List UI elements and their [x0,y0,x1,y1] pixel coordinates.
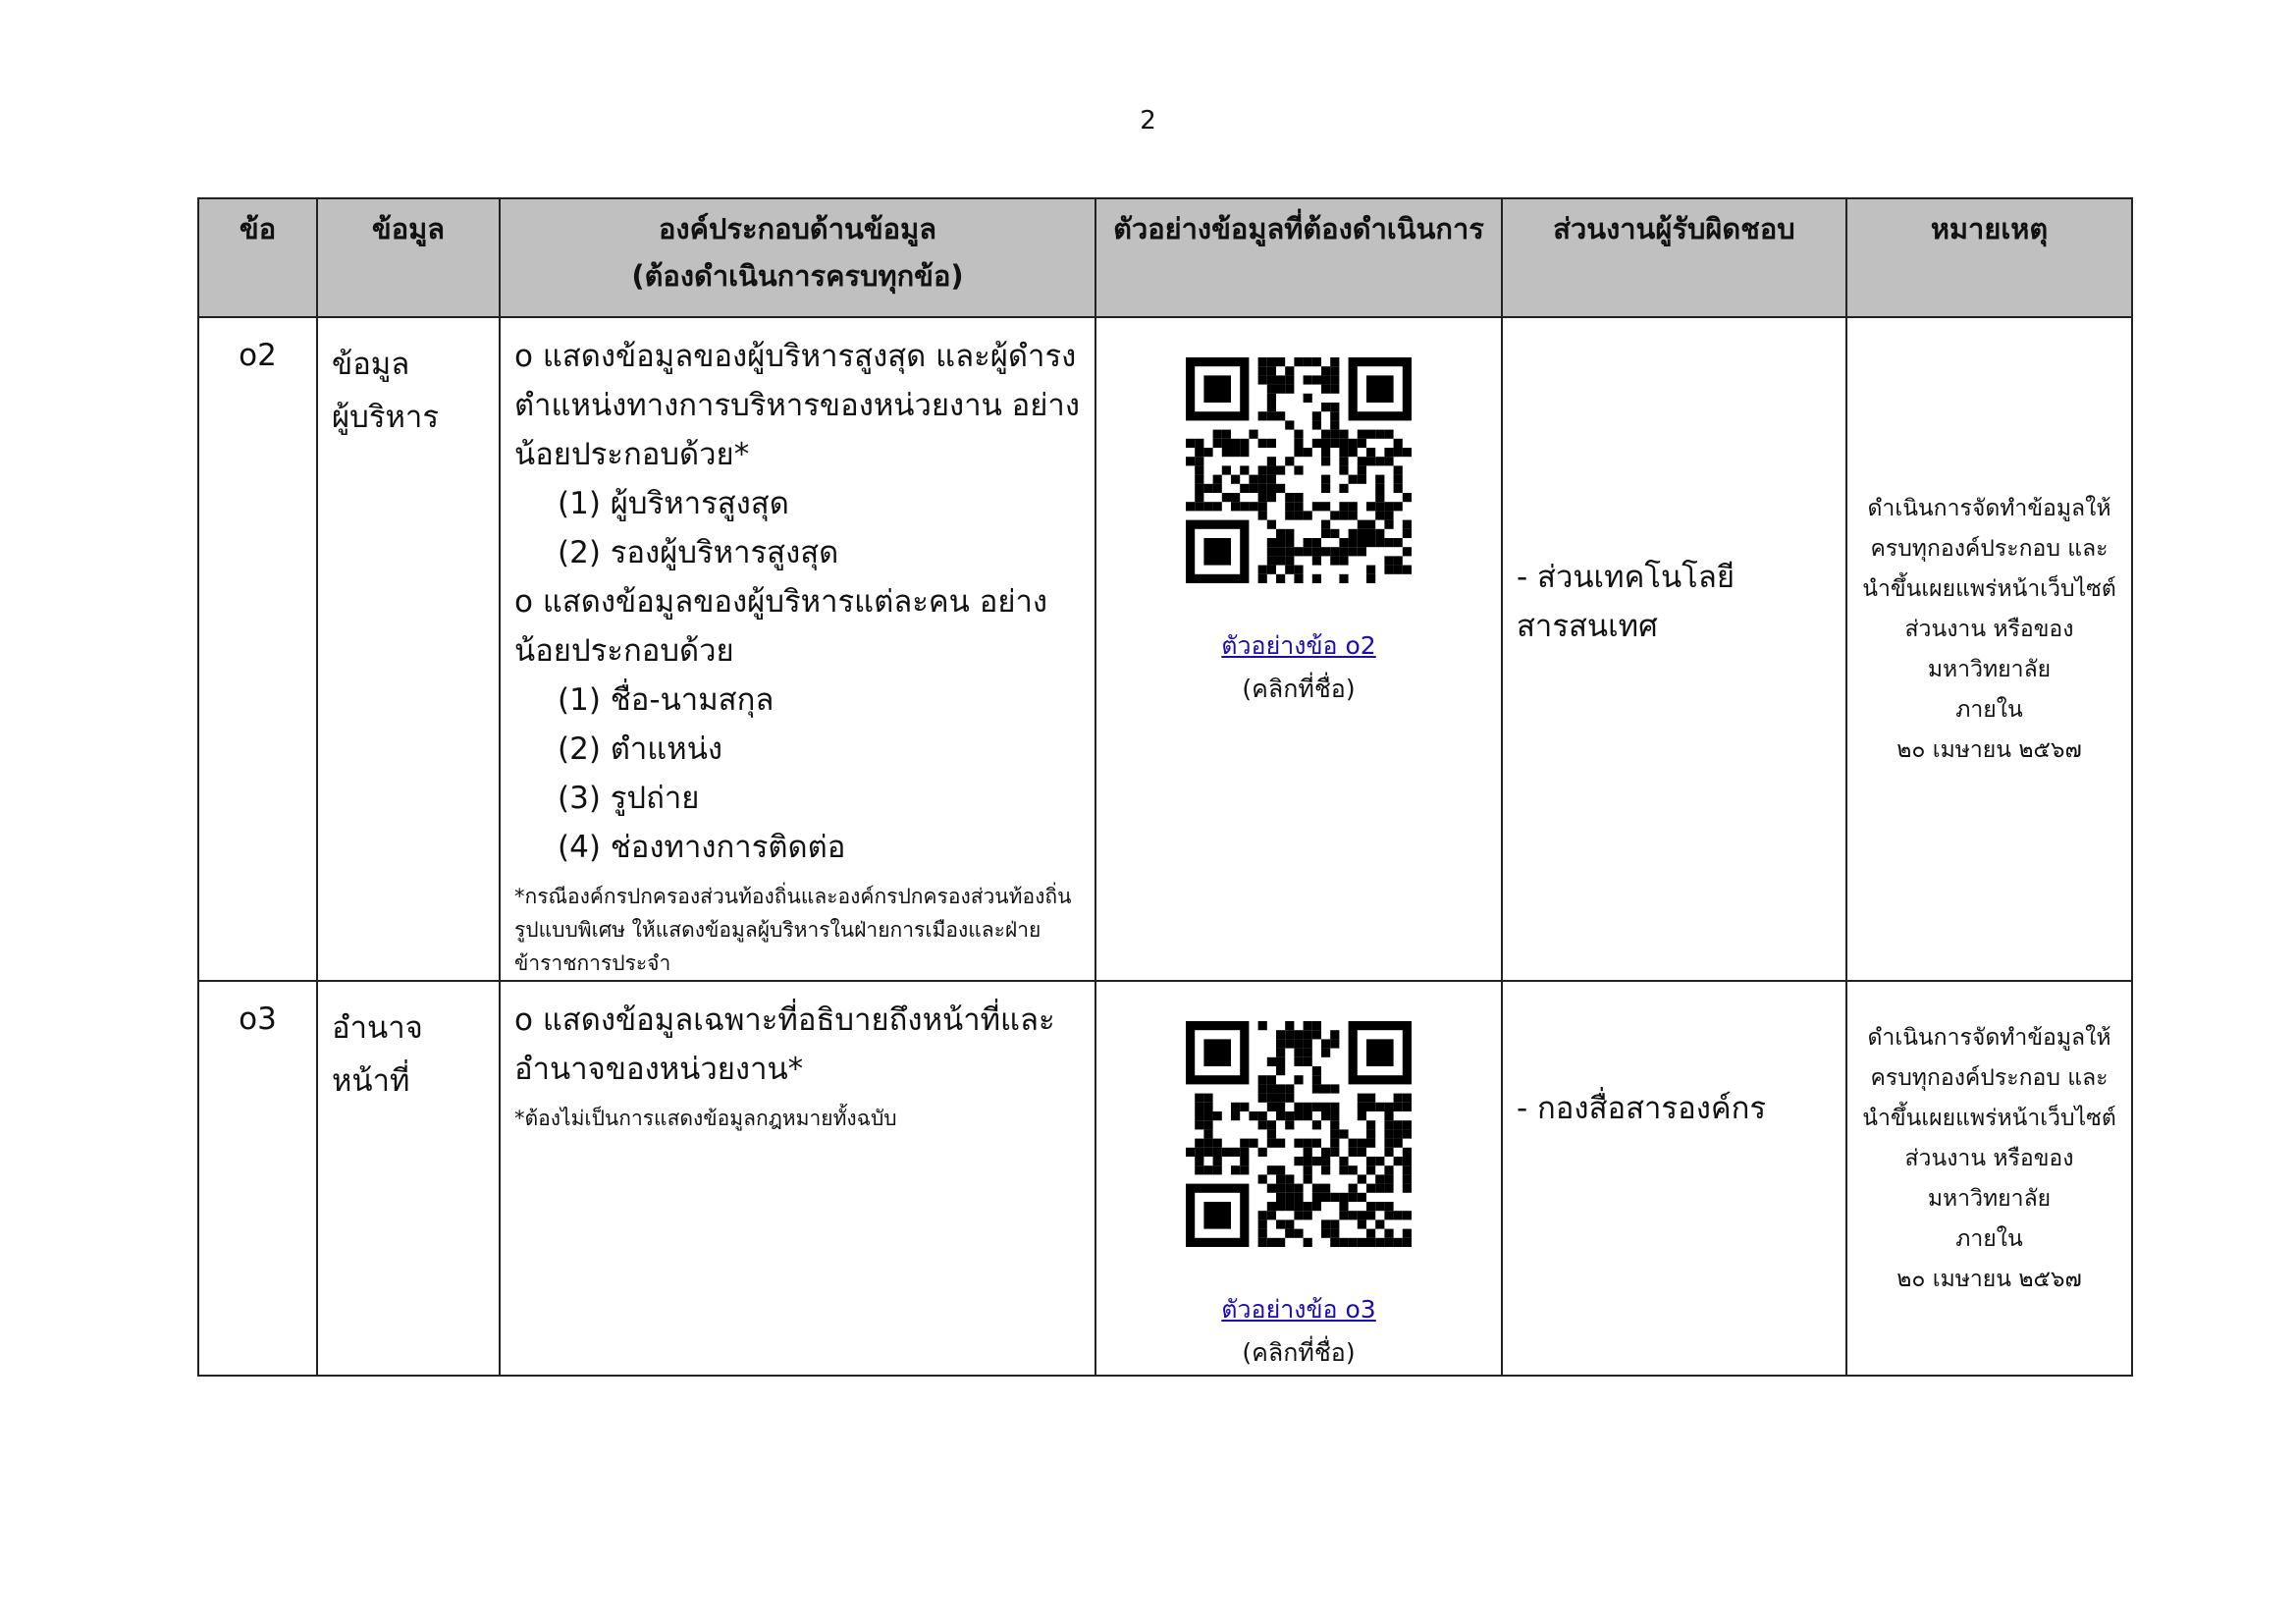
header-components [500,198,1095,317]
component-paragraph: o แสดงข้อมูลเฉพาะที่อธิบายถึงหน้าที่และอำนาจของหน่วยงาน* [514,1002,1055,1087]
note-line: ๒๐ เมษายน ๒๕๖๗ [1896,736,2082,763]
qr-code-icon[interactable] [1186,357,1412,583]
header-components-line1: องค์ประกอบด้านข้อมูล [659,212,936,245]
info-line: ผู้บริหาร [332,400,439,435]
note-line: ครบทุกองค์ประกอบ และ [1870,1064,2109,1091]
row-no: o2 [198,317,317,981]
info-line: ข้อมูล [332,347,410,382]
sample-hint: (คลิกที่ชื่อ) [1242,1338,1356,1367]
row-components [500,981,1095,1376]
table-row [198,317,2132,981]
header-info: ข้อมูล [317,198,500,317]
component-paragraph: o แสดงข้อมูลของผู้บริหารแต่ละคน อย่างน้อยประกอบด้วย [514,584,1048,669]
table-header-row [198,198,2132,317]
note-line: มหาวิทยาลัย [1927,656,2052,682]
note-line: ส่วนงาน หรือของ [1904,1145,2074,1171]
info-line: อำนาจหน้าที่ [332,1010,423,1099]
note-line: ส่วนงาน หรือของ [1904,616,2074,642]
unit-label: - กองสื่อสารองค์กร [1517,1091,1766,1126]
note-line: นำขึ้นเผยแพร่หน้าเว็บไซต์ [1862,1105,2116,1131]
row-info [317,317,500,981]
component-footnote: *กรณีองค์กรปกครองส่วนท้องถิ่นและองค์กรปกครองส่วนท้องถิ่นรูปแบบพิเศษ ให้แสดงข้อมูลผู้บริหารในฝ่ายการเมืองและฝ่ายข้าราชการประจำ [514,885,1072,975]
sample-link[interactable]: ตัวอย่างข้อ o2 [1221,631,1376,660]
component-item: (2) ตำแหน่ง [558,731,723,767]
table-row [198,981,2132,1376]
sample-link[interactable]: ตัวอย่างข้อ o3 [1221,1295,1376,1324]
note-line: นำขึ้นเผยแพร่หน้าเว็บไซต์ [1862,575,2116,602]
row-sample [1095,981,1502,1376]
header-note: หมายเหตุ [1846,198,2132,317]
component-item: (2) รองผู้บริหารสูงสุด [558,535,839,570]
note-line: ๒๐ เมษายน ๒๕๖๗ [1896,1266,2082,1292]
sample-hint: (คลิกที่ชื่อ) [1242,675,1356,703]
unit-label: - ส่วนเทคโนโลยีสารสนเทศ [1517,560,1735,644]
header-components-line2: (ต้องดำเนินการครบทุกข้อ) [631,259,964,293]
header-sample: ตัวอย่างข้อมูลที่ต้องดำเนินการ [1095,198,1502,317]
row-note [1846,981,2132,1376]
component-item: (1) ชื่อ-นามสกุล [558,682,774,718]
qr-code-icon[interactable] [1186,1021,1412,1247]
row-sample [1095,317,1502,981]
note-line: ดำเนินการจัดทำข้อมูลให้ [1867,495,2111,521]
component-paragraph: o แสดงข้อมูลของผู้บริหารสูงสุด และผู้ดำรงตำแหน่งทางการบริหารของหน่วยงาน อย่างน้อยประกอบด้วย* [514,339,1080,472]
page-number: 2 [1140,106,1156,135]
note-line: มหาวิทยาลัย [1927,1185,2052,1212]
component-item: (3) รูปถ่าย [558,781,700,816]
header-unit: ส่วนงานผู้รับผิดชอบ [1502,198,1846,317]
note-line: ครบทุกองค์ประกอบ และ [1870,535,2109,562]
row-unit [1502,317,1846,981]
row-note [1846,317,2132,981]
row-no: o3 [198,981,317,1376]
note-line: ภายใน [1955,696,2023,723]
header-no: ข้อ [198,198,317,317]
component-footnote: *ต้องไม่เป็นการแสดงข้อมูลกฎหมายทั้งฉบับ [514,1107,897,1130]
note-line: ภายใน [1955,1225,2023,1252]
component-item: (4) ช่องทางการติดต่อ [558,830,846,865]
note-line: ดำเนินการจัดทำข้อมูลให้ [1867,1024,2111,1051]
requirements-table [197,197,2133,1377]
component-item: (1) ผู้บริหารสูงสุด [558,486,789,521]
row-components [500,317,1095,981]
row-info [317,981,500,1376]
row-unit [1502,981,1846,1376]
